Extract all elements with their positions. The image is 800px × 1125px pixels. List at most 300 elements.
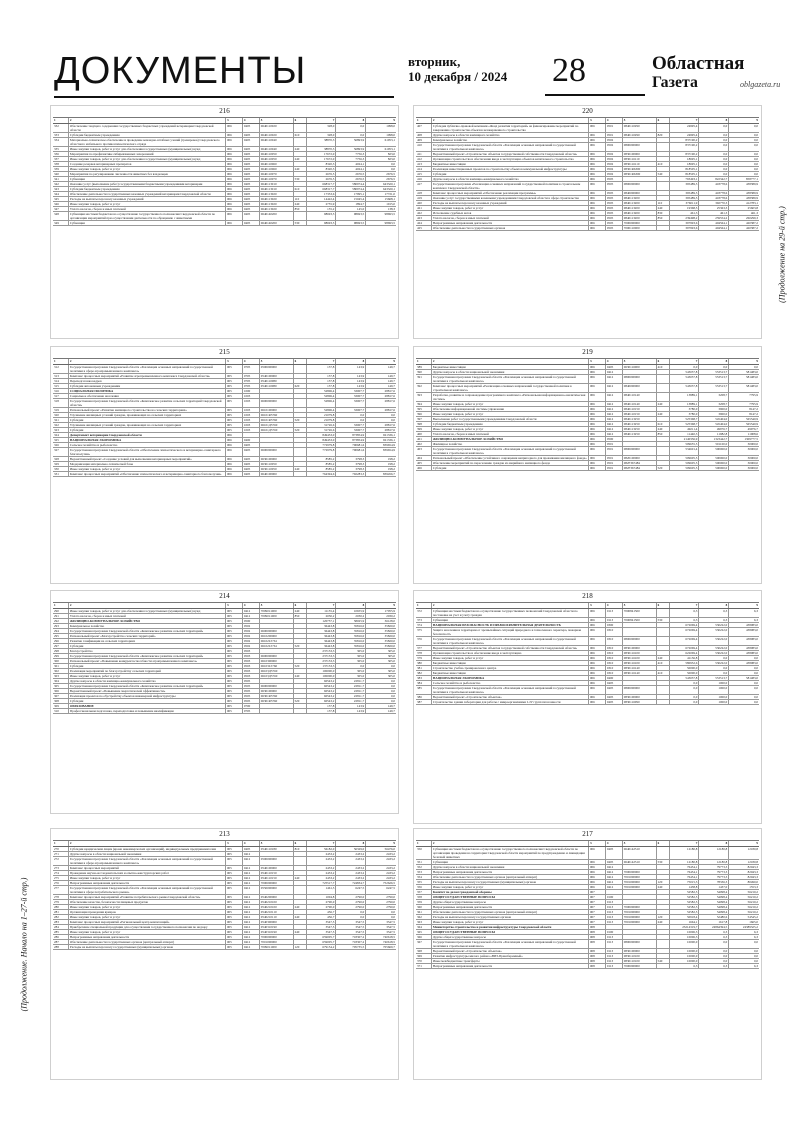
table-cell: 82043,3 (747, 875, 758, 879)
table-cell: 005 (226, 394, 243, 398)
table-cell: Субсидии автономным учреждениям (69, 384, 226, 388)
table-cell: 22811,7 (336, 689, 366, 693)
table-cell: 006 (226, 182, 243, 186)
table-cell: 0501 (606, 456, 623, 460)
table-cell: 006 (226, 124, 243, 132)
table-cell: Уплата налогов, сборов и иных платежей (69, 207, 226, 211)
table-cell: 0640113020 (260, 202, 294, 206)
continuation-note-right (772, 130, 786, 390)
table-cell: 823,0 (387, 157, 395, 161)
table-cell: 0502 (243, 644, 260, 648)
table-cell: 342 (53, 182, 69, 186)
table-cell: 553513,7 (699, 370, 729, 374)
table-cell: 007 (589, 890, 606, 894)
table-cell: 873854,9 (336, 433, 366, 437)
table-cell (294, 472, 307, 476)
table-cell: 006 (589, 609, 606, 617)
table-cell: 425 (416, 226, 432, 230)
table-cell: 35816,0 (336, 634, 366, 638)
table-cell: 56210,2 (747, 890, 758, 894)
table-cell: 0540300000 (260, 920, 294, 924)
table-cell: Государственная программа Свердловской области «Реализация основных направлений государственной политики в строительном комплексе» (432, 940, 589, 948)
table-cell: 279 (53, 900, 69, 904)
table-cell: 273 (53, 866, 69, 870)
table-cell: 399 (416, 427, 432, 431)
table-cell (623, 442, 657, 446)
table-cell: 78336,3 (699, 880, 729, 884)
document-panel (413, 590, 762, 824)
table-cell: 2676,5 (386, 172, 395, 176)
table-cell: 610 (657, 422, 670, 426)
table-cell: 006 (589, 447, 606, 455)
table-row (416, 384, 759, 393)
table-cell: 0830116140 (623, 671, 657, 675)
table-cell: 385 (416, 686, 432, 694)
table-cell: 8 (699, 603, 729, 608)
table-cell: Выполнение работ государственными учреждениями Свердловской области (432, 417, 589, 421)
title-rule (54, 96, 394, 98)
table-cell: 06101R5760 (260, 413, 294, 417)
table-cell: Коммунальное хозяйство (432, 138, 589, 142)
table-cell: 007 (589, 910, 606, 914)
table-cell: 2433,2 (386, 876, 395, 880)
table-cell: 379 (416, 656, 432, 660)
table-cell (657, 700, 670, 704)
table-cell (623, 623, 657, 627)
table-cell: 2433,2 (307, 871, 337, 875)
table-cell: 302 (53, 669, 69, 673)
table-cell: 1003 (243, 423, 260, 427)
table-cell: 58025,9 (336, 619, 366, 623)
table-cell: 6,3 (754, 935, 758, 939)
table-cell: 2 (432, 603, 589, 608)
table-cell: 0640110070 (260, 177, 294, 181)
table-cell: Иные закупки товаров, работ и услуг (69, 467, 226, 471)
table-cell: 3780,0 (670, 407, 700, 411)
table-cell: 240 (294, 905, 307, 909)
table-cell: Непрограммные направления деятельности (432, 221, 589, 225)
table-cell: 0113 (606, 954, 623, 958)
table-cell: 006 (589, 138, 606, 142)
table-cell (294, 935, 307, 939)
table-cell: 006 (589, 686, 606, 694)
table-cell: 6 (657, 118, 670, 123)
table-cell: 35816,0 (336, 624, 366, 628)
table-cell: 530 (657, 860, 670, 864)
table-cell: 0840113250 (623, 427, 657, 431)
table-cell: 420 (416, 201, 432, 205)
table-cell: 7000000000 (623, 221, 657, 225)
table-cell: 0500000000 (260, 365, 294, 373)
table-cell: 0310 (606, 666, 623, 670)
table-cell: 0310 (606, 637, 623, 645)
table-cell (606, 890, 623, 894)
table-cell: 383 (416, 676, 432, 680)
table-cell (294, 684, 307, 688)
table-cell: 006 (226, 152, 243, 156)
table-cell (294, 389, 307, 393)
table-cell (294, 462, 307, 466)
table-cell (657, 686, 670, 694)
table-cell: 0,0 (336, 133, 366, 137)
table-cell: 006 (226, 177, 243, 181)
table-cell: 7009011000 (260, 614, 294, 618)
table-cell: 28817,6 (384, 423, 395, 427)
table-cell: 006 (589, 417, 606, 421)
table-cell: 294 (53, 629, 69, 633)
table-cell: 2 (432, 841, 589, 846)
table-cell: 305,0 (387, 674, 395, 678)
table-cell: 0,0 (391, 664, 395, 668)
table-cell: 1553,3 (749, 885, 758, 889)
table-cell: 5 (260, 118, 294, 123)
table-cell: 705735,5 (336, 945, 366, 949)
table-cell: 418778,6 (699, 182, 729, 190)
table-cell: 369 (416, 954, 432, 958)
table-cell: 418778,6 (699, 191, 729, 195)
table-cell: 005 (226, 609, 243, 613)
table-cell: 0,0 (754, 700, 758, 704)
table-cell: 3 (226, 359, 243, 364)
table-cell: 3798,3 (336, 467, 366, 471)
table-cell: 98693,5 (336, 221, 366, 225)
table-cell: 006 (589, 885, 606, 889)
table-cell: 06103Д5760 (260, 669, 294, 673)
table-cell: Субсидии бюджетным учреждениям (69, 133, 226, 137)
table-cell (294, 182, 307, 186)
table-cell: 110 (294, 197, 307, 201)
table-cell: 291 (53, 614, 69, 618)
table-cell: 23214319,7 (670, 925, 700, 929)
table-cell: 0800000000 (623, 182, 657, 190)
table-cell: 456,7 (307, 910, 337, 914)
table-cell: 530 (294, 221, 307, 225)
table-cell: Расходы на выплаты персоналу государственных (муниципальных) органов (69, 945, 226, 949)
table-cell: Другие вопросы в области жилищно-коммунального хозяйства (69, 679, 226, 683)
table-cell: 33007,7 (336, 394, 366, 398)
table-cell: 793493,1 (670, 177, 700, 181)
table-cell: 461,3 (699, 211, 729, 215)
table-cell: 410 (657, 162, 670, 166)
table-cell: 1323442,7 (699, 437, 729, 441)
table-cell: 672069,4 (670, 628, 700, 636)
table-cell: 361 (416, 910, 432, 914)
table-cell: 1003 (243, 399, 260, 407)
table-cell (657, 196, 670, 200)
table-cell: Другие общегосударственные вопросы (432, 935, 589, 939)
table-cell: 7000110000 (623, 226, 657, 230)
table-cell (623, 138, 657, 142)
table-cell: 082F367484 (623, 461, 657, 465)
table-cell: 0630110050 (260, 467, 294, 471)
table-cell: 15668,1 (384, 197, 395, 201)
table-cell: 1 (53, 841, 69, 846)
table-cell: 509655,5 (670, 442, 700, 446)
table-cell: 35820,0 (384, 624, 395, 628)
table-cell: 005 (226, 925, 243, 929)
table-cell: 3547,5 (307, 925, 337, 929)
table-cell: 137,8 (307, 374, 337, 378)
table-cell: Иные закупки товаров, работ и услуг (69, 202, 226, 206)
table-cell (657, 370, 670, 374)
table-cell: 006 (589, 402, 606, 406)
table-cell: 288 (53, 945, 69, 949)
table-cell: 7795,9 (749, 402, 758, 406)
table-cell (260, 852, 294, 856)
table-cell: Обеспечение деятельности государственных казенных учреждений ветеринарии Свердловской области (69, 192, 226, 196)
table-cell: 3900,0 (699, 412, 729, 416)
table-row (53, 886, 396, 895)
table-cell: 0405 (243, 192, 260, 196)
table-cell: 005 (226, 886, 243, 894)
table-cell: 006 (589, 407, 606, 411)
table-cell: 006 (589, 211, 606, 215)
table-cell: 9 (756, 841, 758, 845)
table-cell (623, 865, 657, 869)
table-cell: Комплекс процессных мероприятий «Развитие агропромышленного комплекса Свердловской области» (69, 374, 226, 378)
table-cell: 005 (226, 704, 243, 708)
table-cell: 35820,0 (384, 634, 395, 638)
table-cell: 416 (416, 177, 432, 181)
table-cell: 17333,6 (307, 192, 337, 196)
table-cell: 006 (589, 466, 606, 470)
table-cell: 006 (589, 847, 606, 859)
table-cell: Комплекс процессных мероприятий «Развитие потребительского рынка Свердловской области» (69, 895, 226, 899)
table-cell: 18695,1 (670, 162, 700, 166)
table-cell: 372 (416, 609, 432, 617)
table-cell: 0840110150 (623, 412, 657, 416)
table-cell: 143,9 (336, 374, 366, 378)
table-cell: 0540310190 (260, 930, 294, 934)
document-panel (50, 105, 399, 339)
table-cell (294, 857, 307, 865)
table-cell: 420387,2 (746, 226, 758, 230)
table-cell: 0503 (243, 654, 260, 658)
table-cell: 240 (294, 467, 307, 471)
table-cell: 1894,7 (336, 202, 366, 206)
table-cell: Иные закупки товаров, работ и услуг (432, 427, 589, 431)
masthead (40, 48, 781, 100)
table-cell: Департамент ветеринарии Свердловской области (69, 433, 226, 437)
table-cell (294, 124, 307, 132)
table-cell: 0705 (243, 374, 260, 378)
table-cell (657, 456, 670, 460)
table-cell: Обеспечение информационной системы управления (432, 407, 589, 411)
table-cell (294, 212, 307, 220)
table-cell: 0,0 (391, 915, 395, 919)
continuation-note-left (14, 820, 28, 1080)
table-cell: 620 (294, 384, 307, 388)
table-cell: Региональный проект «Повышение конкурентоспособности агропромышленного комплекса» (69, 659, 226, 663)
table-cell: 005 (226, 689, 243, 693)
table-cell: 005 (226, 905, 243, 909)
table-row (53, 138, 396, 147)
table-cell: 285 (53, 930, 69, 934)
table-cell: 413 (416, 162, 432, 166)
table-cell: 7001000000 (623, 920, 657, 924)
table-cell: 005 (226, 384, 243, 388)
table-cell: 7 (307, 118, 337, 123)
table-cell (657, 890, 670, 894)
table-cell: 5 (260, 359, 294, 364)
table-cell: 52582,5 (670, 890, 700, 894)
table-cell: 52480,6 (699, 915, 729, 919)
table-cell: 659005,7 (307, 935, 337, 939)
table-cell: 006 (226, 207, 243, 211)
table-cell: 0113 (606, 900, 623, 904)
table-cell: 005 (226, 399, 243, 407)
table-cell: 006 (589, 182, 606, 190)
table-cell: 520 (294, 428, 307, 432)
table-cell: 328 (53, 457, 69, 461)
table-cell: 540 (657, 959, 670, 963)
table-cell: 3 (589, 118, 606, 123)
table-cell: Коммунальное хозяйство (69, 624, 226, 628)
table-cell: 0,0 (699, 138, 729, 142)
table-cell: 0,0 (754, 954, 758, 958)
table-cell: Ведомственный проект «Строительство объектов» (432, 695, 589, 699)
table-cell (623, 628, 657, 636)
table-cell: Обеспечение деятельности государственных органов (432, 226, 589, 230)
table-cell: 1309777,5 (744, 437, 758, 441)
table-cell: 3208,7 (699, 393, 729, 401)
table-cell: 006 (226, 138, 243, 146)
table-cell: 21079,8 (307, 413, 337, 417)
table-cell: 0405 (243, 197, 260, 201)
table-cell: 3780,0 (670, 412, 700, 416)
table-cell: 0501 (606, 447, 623, 455)
table-cell: 0412 (243, 930, 260, 934)
table-cell: Сельское хозяйство и рыболовство (69, 443, 226, 447)
table-cell: 327 (53, 448, 69, 456)
table-cell: 0,0 (670, 365, 700, 369)
table-cell: 668317,7 (307, 182, 337, 186)
table-cell: 36128,0 (384, 619, 395, 623)
table-cell: 0412 (243, 920, 260, 924)
table-cell: 006 (589, 133, 606, 137)
table-cell: 54098,4 (699, 895, 729, 899)
table-cell: Бюджетные инвестиции (432, 671, 589, 675)
table-cell (294, 374, 307, 378)
table-cell: 240 (294, 930, 307, 934)
table-cell: 386 (416, 695, 432, 699)
table-cell: Улучшение жилищных условий граждан, проживающих на сельских территориях (69, 413, 226, 417)
table-cell: 336 (53, 152, 69, 156)
table-cell: 1098,0 (386, 133, 395, 137)
table-cell: 5 (623, 603, 657, 608)
table-cell: Обеспечение качества, безопасности пищевых продуктов (69, 900, 226, 904)
table-cell: 12180,8 (670, 860, 700, 864)
table-cell: 22811,7 (336, 684, 366, 688)
table-cell: 11982,8 (699, 432, 729, 436)
table-cell: 525368,7 (670, 422, 700, 426)
table-cell: Комитет по делам гражданской обороны (432, 890, 589, 894)
table-cell: 9 (756, 118, 758, 122)
panel-page-number: 216 (219, 107, 230, 115)
table-cell: 553513,7 (699, 375, 729, 383)
table-cell: Бюджетные инвестиции (432, 162, 589, 166)
table-cell: 0412 (243, 881, 260, 885)
table-cell: 415 (416, 172, 432, 176)
table-cell (623, 935, 657, 939)
table-cell: Организация строительства и обеспечение ввода в эксплуатацию (432, 651, 589, 655)
table-cell: 2676,5 (307, 172, 337, 176)
table-cell: Мероприятия по регулированию численности животных без владельцев (69, 172, 226, 176)
table-cell: Субсидии бюджетным учреждениям (69, 187, 226, 191)
table-cell: 543037,8 (670, 384, 700, 392)
table-cell: 005 (226, 871, 243, 875)
table-cell: Обеспечение текущего содержания государственных бюджетных учреждений ветеринарии Свердловской области (69, 124, 226, 132)
table-cell: Государственная программа Свердловской области «Комплексное развитие сельских территорий» (69, 684, 226, 688)
table-cell: Комплекс процессных мероприятий «Обеспечение реализации программы» (432, 191, 589, 195)
table-cell: 240 (294, 202, 307, 206)
table-cell: 0405 (606, 365, 623, 369)
table-cell: 321 (53, 418, 69, 422)
table-cell (260, 433, 294, 437)
table-cell (657, 191, 670, 195)
table-cell: 005 (226, 365, 243, 373)
table-cell (294, 900, 307, 904)
table-cell: 240 (657, 412, 670, 416)
table-cell: 120 (294, 945, 307, 949)
table-cell: 06103L5760 (260, 664, 294, 668)
table-cell (657, 124, 670, 132)
table-cell: 7 (670, 841, 700, 846)
table-cell: 407 (416, 124, 432, 132)
table-cell: 0405 (243, 457, 260, 461)
table-cell: 0,0 (754, 124, 758, 128)
table-cell: 348 (53, 212, 69, 220)
table-cell: 287 (53, 940, 69, 944)
table-cell: 06102L5761 (260, 644, 294, 648)
table-cell: 0412 (243, 915, 260, 919)
table-cell: 0600000000 (260, 448, 294, 456)
table-cell: 98693,5 (384, 212, 395, 216)
table-cell: 2790,0 (336, 900, 366, 904)
table-cell: 005 (226, 428, 243, 432)
table-cell: 0,0 (754, 656, 758, 660)
table-cell: 0503 (243, 669, 260, 673)
table-cell: 0502 (243, 634, 260, 638)
table-cell: 52806,4 (307, 399, 337, 407)
table-cell: 305,0 (387, 669, 395, 673)
table-cell: 137,8 (307, 379, 337, 383)
table-cell: 2140336,9 (670, 437, 700, 441)
table-cell: 005 (226, 684, 243, 688)
table-cell: Мероприятия по профилактике сибиреязвенных захоронений (69, 152, 226, 156)
table-cell: 280 (53, 905, 69, 909)
table-cell: 0501 (606, 133, 623, 137)
table-cell: 10006,3 (670, 930, 700, 934)
table-cell: 005 (226, 709, 243, 713)
table-cell: 2790,0 (307, 905, 337, 909)
table-cell: 22811,7 (336, 699, 366, 703)
table-cell: 005 (226, 379, 243, 383)
table-cell: 22811,7 (336, 679, 366, 683)
table-cell: 274 (53, 871, 69, 875)
table-cell: 438083,0 (746, 637, 758, 641)
table-cell: 0405 (243, 187, 260, 191)
table-cell: 849433,0 (307, 433, 337, 437)
table-cell: 0,0 (336, 910, 366, 914)
table-cell: Другие вопросы в области национальной экономики (432, 865, 589, 869)
table-cell: 005 (226, 644, 243, 648)
budget-table (416, 840, 759, 969)
table-cell: 0412 (606, 427, 623, 431)
table-cell: Субсидии (69, 428, 226, 432)
table-cell: 6,3 (754, 618, 758, 622)
table-cell: Непрограммные направления деятельности (432, 870, 589, 874)
